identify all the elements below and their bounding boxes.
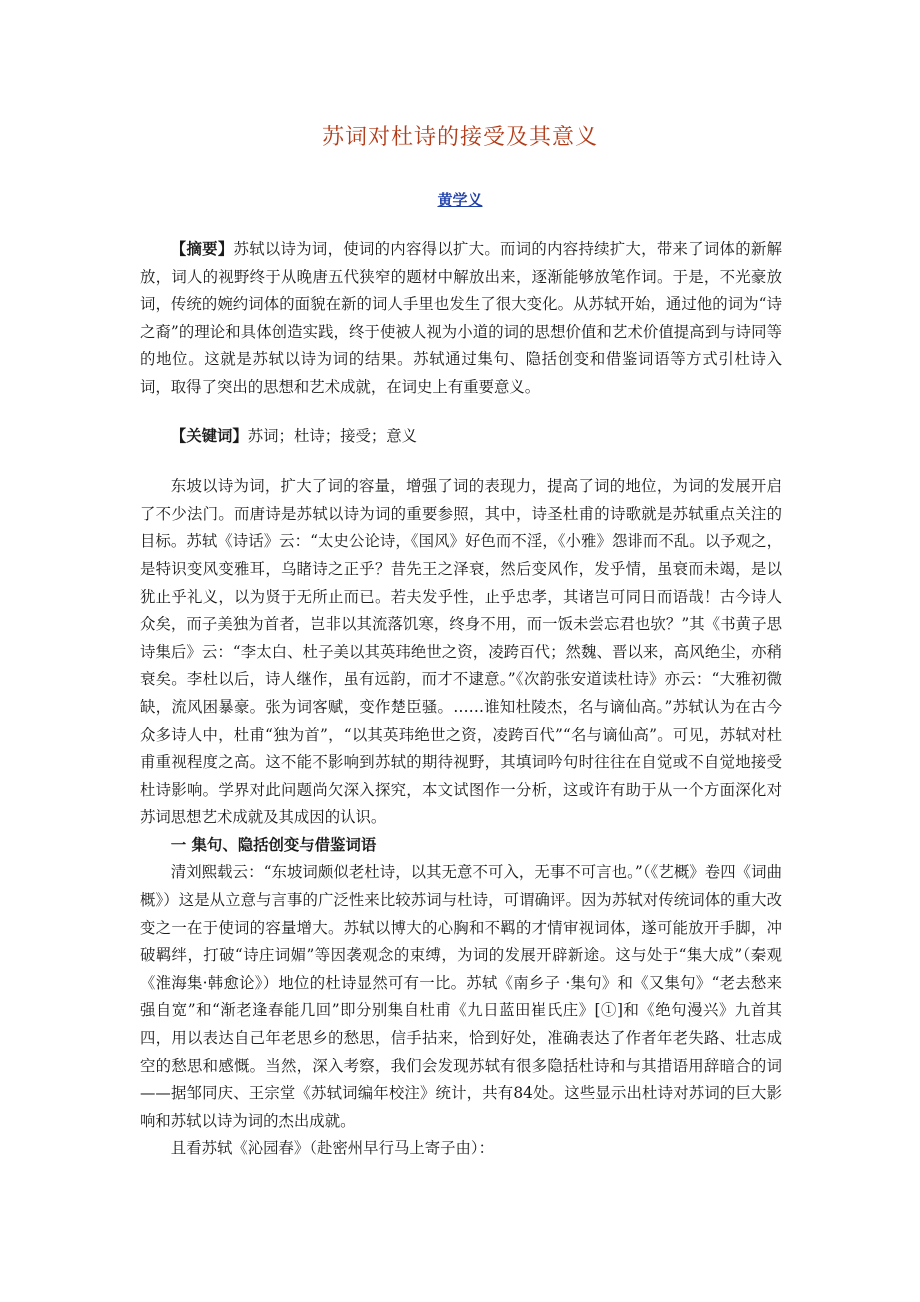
intro-paragraph: 东坡以诗为词，扩大了词的容量，增强了词的表现力，提高了词的地位，为词的发展开启了不少法门。而唐诗是苏轼以诗为词的重要参照，其中，诗圣杜甫的诗歌就是苏轼重点关注的目标。苏轼《诗话》云：“太史公论诗，《国风》好色而不淫，《小雅》怨诽而不乱。以予观之，是特识变风变雅耳，乌睹诗之正乎？昔先王之泽衰，然后变风作，发乎情，虽衰而未竭，是以犹止乎礼义，以为贤于无所止而已。若夫发乎性，止乎忠孝，其诸岂可同日而语哉！古今诗人众矣，而子美独为首者，岂非以其流落饥寒，终身不用，而一饭未尝忘君也欤？”其《书黄子思诗集后》云：“李太白、杜子美以其英玮绝世之资，凌跨百代；然魏、晋以来，高风绝尘，亦稍衰矣。李杜以后，诗人继作，虽有远韵，而才不逮意。”《次韵张安道读杜诗》亦云：“大雅初微缺，流风困暴豪。张为词客赋，变作楚臣骚。……谁知杜陵杰，名与谪仙高。”苏轼认为在古今众多诗人中，杜甫“独为首”，“以其英玮绝世之资，凌跨百代”“名与谪仙高”。可见，苏轼对杜甫重视程度之高。这不能不影响到苏轼的期待视野，其填词吟句时往往在自觉或不自觉地接受杜诗影响。学界对此问题尚欠深入探究，本文试图作一分析，这或许有助于从一个方面深化对苏词思想艺术成就及其成因的认识。 [140, 477, 782, 827]
page-title: 苏词对杜诗的接受及其意义 [321, 125, 598, 150]
section-heading: 一 集句、隐括创变与借鉴词语 [170, 835, 377, 854]
article-body [140, 236, 782, 1163]
abstract-paragraph [140, 236, 782, 402]
section-paragraph-lead: 且看苏轼《沁园春》（赴密州早行马上寄子由）： [170, 1139, 494, 1158]
abstract-text: 苏轼以诗为词，使词的内容得以扩大。而词的内容持续扩大，带来了词体的新解放，词人的视野终于从晚唐五代狭窄的题材中解放出来，逐渐能够放笔作词。于是，不光豪放词，传统的婉约词体的面貌在新的词人手里也发生了很大变化。从苏轼开始，通过他的词为“诗之裔”的理论和具体创造实践，终于使被人视为小道的词的思想价值和艺术价值提高到与诗同等的地位。这就是苏轼以诗为词的结果。苏轼通过集句、隐括创变和借鉴词语等方式引杜诗入词，取得了突出的思想和艺术成就，在词史上有重要意义。 [140, 240, 782, 396]
keywords-text: 苏词；杜诗；接受；意义 [247, 426, 418, 445]
author-link[interactable]: 黄学义 [437, 191, 483, 209]
section-paragraph: 清刘熙载云：“东坡词颇似老杜诗，以其无意不可入，无事不可言也。”（《艺概》卷四《词曲概》）这是从立意与言事的广泛性来比较苏词与杜诗，可谓确评。因为苏轼对传统词体的重大改变之一在于使词的容量增大。苏轼以博大的心胸和不羁的才情审视词体，遂可能放开手脚，冲破羁绊，打破“诗庄词媚”等因袭观念的束缚，为词的发展开辟新途。这与处于“集大成”（秦观《淮海集·韩愈论》）地位的杜诗显然可有一比。苏轼《南乡子 ·集句》和《又集句》“老去愁来强自宽”和“渐老逢春能几回”即分别集自杜甫《九日蓝田崔氏庄》[①]和《绝句漫兴》九首其四，用以表达自己年老思乡的愁思，信手拈来，恰到好处，准确表达了作者年老失路、壮志成空的愁思和感慨。当然，深入考察，我们会发现苏轼有很多隐括杜诗和与其措语用辞暗合的词——据邹同庆、王宗堂《苏轼词编年校注》统计，共有84处。这些显示出杜诗对苏词的巨大影响和苏轼以诗为词的杰出成就。 [140, 863, 782, 1130]
author-line [0, 189, 920, 210]
abstract-label: 【摘要】 [170, 240, 234, 258]
keywords-label: 【关键词】 [170, 426, 248, 445]
keywords-paragraph [140, 423, 782, 451]
